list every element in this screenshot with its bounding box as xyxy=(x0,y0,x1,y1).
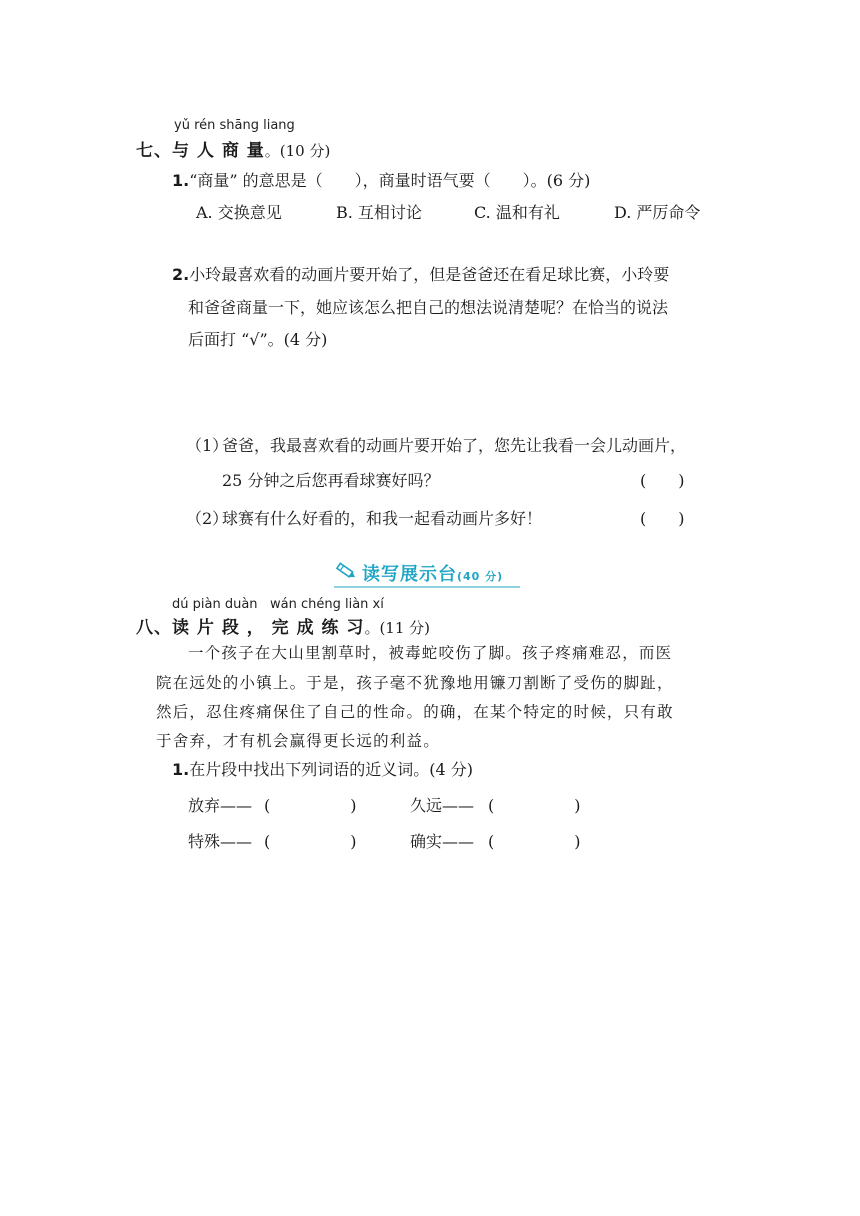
passage-line-4: 于舍弃，才有机会赢得更长远的利益。 xyxy=(156,732,440,750)
synonym-word-1: 放弃—— xyxy=(188,796,253,815)
passage-line-2: 院在远处的小镇上。于是，孩子毫不犹豫地用镰刀割断了受伤的脚趾， xyxy=(156,674,674,692)
synonym-word-4: 确实—— xyxy=(410,832,475,851)
question-8-1-number: 1. xyxy=(172,760,190,779)
option-d: D. 严厉命令 xyxy=(614,203,701,222)
question-7-1-text: “商量” 的意思是（ ），商量时语气要（ ）。(6 分) xyxy=(189,171,591,190)
choice-1-answer-blank[interactable]: ( ) xyxy=(640,471,685,490)
banner-title: 读写展示台(40 分) xyxy=(362,564,504,585)
section7-points: 。(10 分) xyxy=(264,142,331,160)
section8-points: 。(11 分) xyxy=(364,619,430,637)
question-8-1-text: 在片段中找出下列词语的近义词。(4 分) xyxy=(189,760,473,779)
option-b: B. 互相讨论 xyxy=(336,203,422,222)
question-8-1 xyxy=(172,757,473,780)
option-c: C. 温和有礼 xyxy=(474,203,560,222)
section7-number: 七、 xyxy=(136,141,172,161)
passage-line-3: 然后，忍住疼痛保住了自己的性命。的确，在某个特定的时候，只有敢 xyxy=(156,703,674,721)
question-7-2-number: 2. xyxy=(172,265,190,284)
synonym-word-2: 久远—— xyxy=(410,796,475,815)
synonym-blank-2[interactable]: ( ) xyxy=(488,796,581,815)
question-7-1 xyxy=(172,168,590,191)
question-7-2-line-3: 后面打 “√”。(4 分) xyxy=(188,330,328,349)
choice-1-label: （1） xyxy=(186,436,229,455)
synonym-blank-1[interactable]: ( ) xyxy=(264,796,357,815)
section8-pinyin-1: dú piàn duàn xyxy=(172,597,258,612)
choice-1-line-1: 爸爸，我最喜欢看的动画片要开始了，您先让我看一会儿动画片， xyxy=(222,436,687,455)
choice-2-answer-blank[interactable]: ( ) xyxy=(640,509,685,528)
banner-points: (40 分) xyxy=(457,570,504,583)
synonym-blank-3[interactable]: ( ) xyxy=(264,832,357,851)
question-7-1-number: 1. xyxy=(172,171,190,190)
synonym-blank-4[interactable]: ( ) xyxy=(488,832,581,851)
section7-title: 与 人 商 量 xyxy=(172,141,265,161)
passage-line-1: 一个孩子在大山里割草时，被毒蛇咬伤了脚。孩子疼痛难忍，而医 xyxy=(188,644,673,662)
question-7-2-line-2: 和爸爸商量一下，她应该怎么把自己的想法说清楚呢？在恰当的说法 xyxy=(188,298,669,317)
reading-writing-banner xyxy=(334,558,520,588)
section7-pinyin: yǔ rén shāng liang xyxy=(174,118,295,133)
question-7-2-line-1: 2.小玲最喜欢看的动画片要开始了，但是爸爸还在看足球比赛，小玲要 xyxy=(172,265,670,284)
section8-heading xyxy=(136,613,430,638)
section8-pinyin-2: wán chéng liàn xí xyxy=(270,597,384,612)
choice-2-label: （2） xyxy=(186,509,229,528)
pencil-icon xyxy=(334,560,358,582)
section8-number: 八、 xyxy=(136,618,172,638)
section8-title: 读 片 段 ， 完 成 练 习 xyxy=(172,618,365,638)
choice-2-line-1: 球赛有什么好看的，和我一起看动画片多好！ xyxy=(222,509,543,528)
section7-heading xyxy=(136,136,330,161)
synonym-word-3: 特殊—— xyxy=(188,832,253,851)
choice-1-line-2: 25 分钟之后您再看球赛好吗？ xyxy=(222,471,440,490)
option-a: A. 交换意见 xyxy=(196,203,282,222)
